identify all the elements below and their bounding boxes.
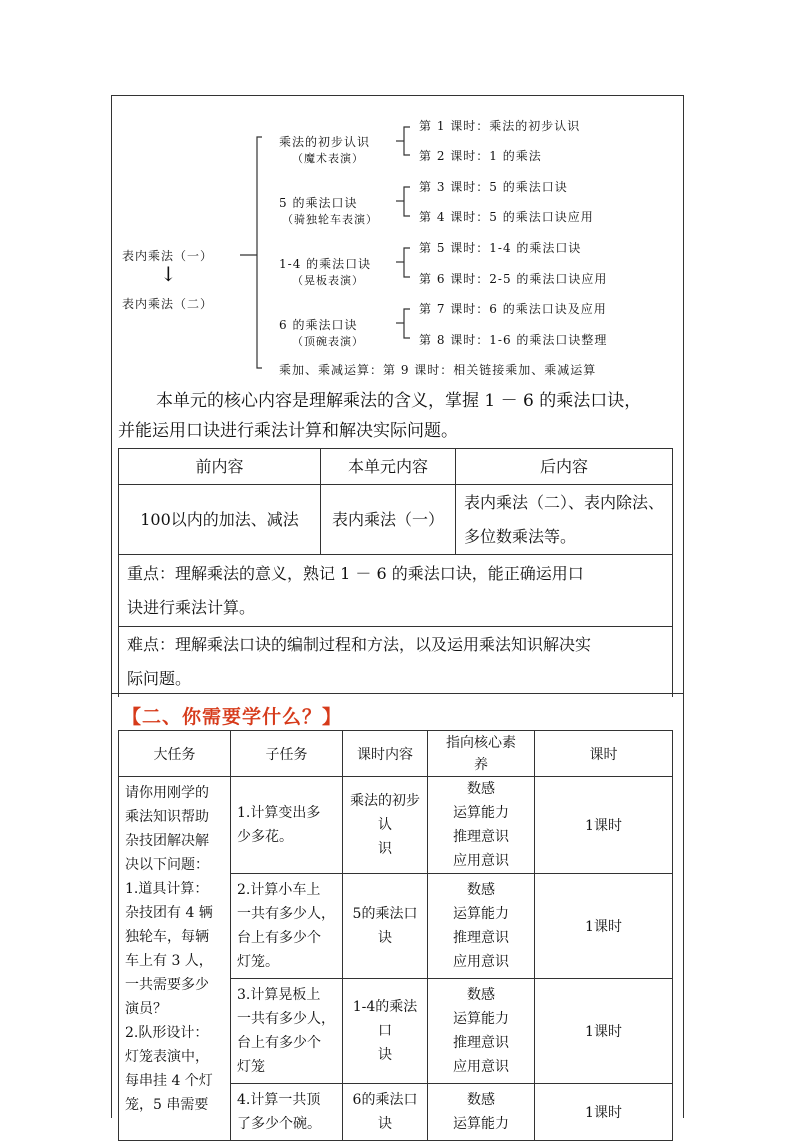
big-task-line: 请你用刚学的 [125, 785, 209, 801]
group-title: 乘法的初步认识 [279, 135, 371, 149]
lesson-content-line: 6的乘法口诀 [352, 1092, 418, 1132]
competency-item: 运算能力 [453, 805, 509, 821]
group-title: 6 的乘法口诀 [279, 318, 358, 332]
big-task-line: 灯笼表演中， [125, 1049, 209, 1065]
competency-item: 运算能力 [453, 1116, 509, 1132]
lesson-item: 第 2 课时：1 的乘法 [419, 149, 542, 163]
big-task-line: 1.道具计算： [125, 881, 209, 897]
root-top-label: 表内乘法（一） [122, 249, 214, 263]
sub-task-line: 灯笼。 [237, 954, 279, 970]
competency-item: 数感 [467, 1092, 495, 1108]
difficulty-row [119, 627, 673, 697]
section-divider [111, 693, 683, 694]
table-cell: 表内乘法（一） [321, 485, 456, 555]
lesson-content-cell [343, 777, 428, 874]
lesson-content-line: 诀 [378, 1047, 392, 1063]
sub-task-line: 灯笼 [237, 1059, 265, 1075]
table-header-row [119, 449, 673, 485]
big-task-line: 乘法知识帮助 [125, 809, 209, 825]
big-task-line: 独轮车，每辆 [125, 929, 209, 945]
hours-cell: 1课时 [535, 979, 673, 1084]
big-task-line: 每串挂 4 个灯 [125, 1073, 213, 1089]
root-bottom-label: 表内乘法（二） [122, 297, 214, 311]
lesson-content-cell [343, 979, 428, 1084]
lesson-content-cell [343, 874, 428, 979]
down-arrow-icon: ↓ [160, 262, 177, 286]
lesson-item: 第 4 课时：5 的乘法口诀应用 [419, 210, 594, 224]
competency-cell [428, 1084, 535, 1141]
sub-task-line: 了多少个碗。 [237, 1116, 321, 1132]
key-point-row [119, 555, 673, 627]
content-table [118, 448, 673, 697]
lesson-content-line: 识 [378, 841, 392, 857]
table-row [119, 777, 673, 874]
competency-item: 推理意识 [453, 930, 509, 946]
paragraph-line: 并能运用口诀进行乘法计算和解决实际问题。 [118, 421, 458, 441]
lesson-item: 第 8 课时：1-6 的乘法口诀整理 [419, 333, 608, 347]
column-header: 指向核心素养 [428, 731, 535, 777]
competency-item: 应用意识 [453, 1059, 509, 1075]
table-cell: 100以内的加法、减法 [119, 485, 321, 555]
table-row [119, 485, 673, 555]
lesson-item: 第 1 课时：乘法的初步认识 [419, 119, 581, 133]
difficulty-line: 难点：理解乘法口诀的编制过程和方法，以及运用乘法知识解决实 [127, 634, 592, 654]
difficulty-cell [119, 627, 673, 697]
big-task-line: 演员？ [125, 1001, 167, 1017]
big-task-line: 2.队形设计： [125, 1025, 209, 1041]
summary-paragraph [118, 386, 678, 446]
sub-task-line: 4.计算一共顶 [237, 1092, 321, 1108]
task-table [118, 730, 673, 1141]
column-header: 子任务 [231, 731, 343, 777]
sub-task-line: 1.计算变出多 [237, 805, 321, 821]
key-point-cell [119, 555, 673, 627]
last-line: 乘加、乘减运算：第 9 课时：相关链接乘加、乘减运算 [279, 363, 597, 377]
competency-item: 推理意识 [453, 829, 509, 845]
competency-item: 数感 [467, 781, 495, 797]
lesson-content-line: 1-4的乘法口 [352, 999, 418, 1039]
competency-item: 数感 [467, 987, 495, 1003]
lesson-item: 第 7 课时：6 的乘法口诀及应用 [419, 302, 607, 316]
column-header: 前内容 [119, 449, 321, 485]
table-header-row [119, 731, 673, 777]
competency-item: 数感 [467, 882, 495, 898]
sub-task-line: 一共有多少人， [237, 1011, 335, 1027]
column-header: 后内容 [456, 449, 673, 485]
bracket-lines [0, 0, 794, 400]
group-title: 5 的乘法口诀 [279, 196, 358, 210]
table-cell: 表内乘法（二）、表内除法、多位数乘法等。 [456, 485, 673, 555]
hours-cell: 1课时 [535, 874, 673, 979]
group-subtitle: （晃板表演） [292, 274, 364, 287]
group-title: 1-4 的乘法口诀 [279, 257, 372, 271]
group-subtitle: （魔术表演） [292, 152, 364, 165]
group-subtitle: （骑独轮车表演） [282, 213, 378, 226]
competency-item: 应用意识 [453, 853, 509, 869]
sub-task-cell [231, 979, 343, 1084]
column-header: 课时 [535, 731, 673, 777]
lesson-content-cell [343, 1084, 428, 1141]
sub-task-cell [231, 1084, 343, 1141]
lesson-content-line: 乘法的初步认 [350, 793, 420, 833]
big-task-line: 车上有 3 人， [125, 953, 213, 969]
column-header: 本单元内容 [321, 449, 456, 485]
sub-task-line: 台上有多少个 [237, 1035, 321, 1051]
column-header: 课时内容 [343, 731, 428, 777]
hours-cell: 1课时 [535, 1084, 673, 1141]
difficulty-line: 际问题。 [127, 668, 192, 688]
sub-task-line: 台上有多少个 [237, 930, 321, 946]
lesson-content-line: 5的乘法口诀 [352, 906, 418, 946]
key-point-line: 重点：理解乘法的意义，熟记 1 － 6 的乘法口诀，能正确运用口 [127, 563, 584, 583]
competency-item: 推理意识 [453, 1035, 509, 1051]
big-task-line: 杂技团有 4 辆 [125, 905, 213, 921]
lesson-item: 第 3 课时：5 的乘法口诀 [419, 180, 568, 194]
sub-task-line: 2.计算小车上 [237, 882, 321, 898]
group-subtitle: （顶碗表演） [292, 335, 364, 348]
column-header: 大任务 [119, 731, 231, 777]
competency-cell [428, 777, 535, 874]
competency-item: 应用意识 [453, 954, 509, 970]
competency-cell [428, 874, 535, 979]
hours-cell: 1课时 [535, 777, 673, 874]
big-task-line: 一共需要多少 [125, 977, 209, 993]
sub-task-cell [231, 874, 343, 979]
competency-item: 运算能力 [453, 906, 509, 922]
big-task-line: 笼，5 串需要 [125, 1097, 209, 1113]
big-task-line: 杂技团解决解 [125, 833, 209, 849]
sub-task-cell [231, 777, 343, 874]
lesson-item: 第 5 课时：1-4 的乘法口诀 [419, 241, 582, 255]
section-title: 【二、你需要学什么？】 [122, 706, 343, 728]
sub-task-line: 少多花。 [237, 829, 293, 845]
big-task-cell [119, 777, 231, 1141]
sub-task-line: 一共有多少人， [237, 906, 335, 922]
lesson-item: 第 6 课时：2-5 的乘法口诀应用 [419, 272, 608, 286]
key-point-line: 诀进行乘法计算。 [127, 597, 256, 617]
competency-cell [428, 979, 535, 1084]
paragraph-line: 本单元的核心内容是理解乘法的含义，掌握 1 － 6 的乘法口诀， [156, 391, 642, 411]
big-task-line: 决以下问题： [125, 857, 209, 873]
competency-item: 运算能力 [453, 1011, 509, 1027]
sub-task-line: 3.计算晃板上 [237, 987, 321, 1003]
